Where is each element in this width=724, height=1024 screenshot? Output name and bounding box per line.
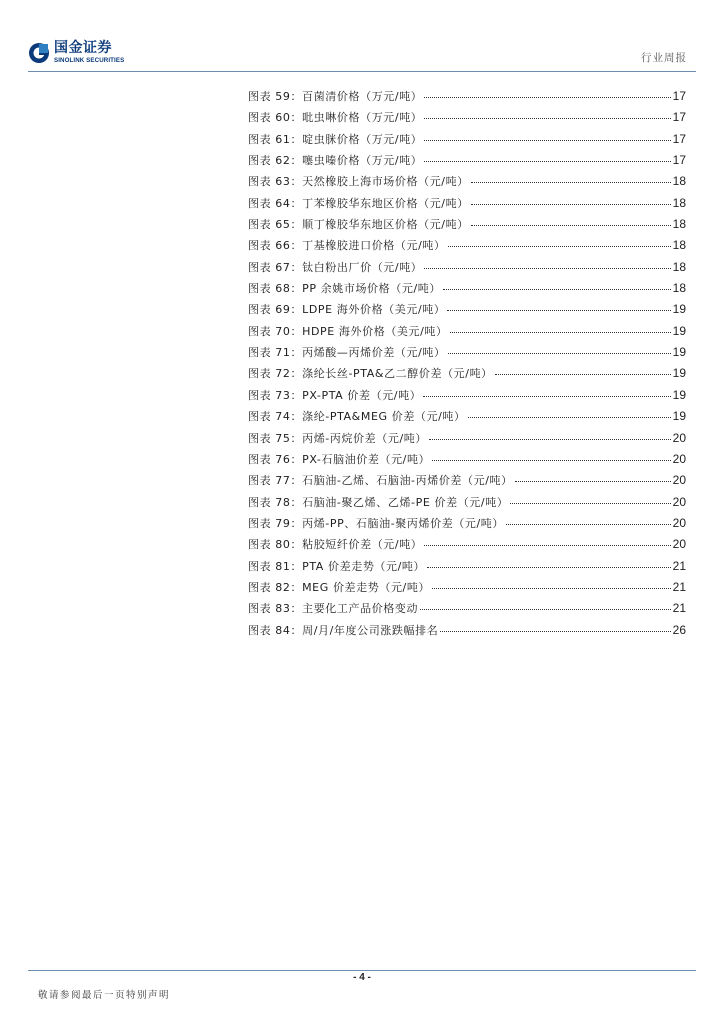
toc-dot-leader: [424, 268, 670, 269]
toc-dot-leader: [468, 417, 671, 418]
toc-dot-leader: [515, 481, 671, 482]
toc-entry-label: 图表 81：PTA 价差走势（元/吨）: [248, 559, 426, 573]
toc-entry-page: 18: [672, 259, 686, 274]
toc-entry-page: 17: [672, 89, 686, 103]
toc-entry-label: 图表 75：丙烯-丙烷价差（元/吨）: [248, 431, 427, 445]
page-number: - 4 -: [353, 972, 371, 983]
toc-dot-leader: [447, 310, 670, 311]
toc-dot-leader: [471, 182, 671, 183]
toc-entry[interactable]: [248, 344, 686, 365]
toc-entry-page: 20: [672, 515, 686, 530]
toc-entry-page: 19: [672, 323, 686, 338]
toc-entry-label: 图表 70：HDPE 海外价格（美元/吨）: [248, 324, 448, 338]
toc-dot-leader: [443, 289, 671, 290]
toc-entry-page: 19: [672, 302, 686, 317]
toc-entry-label: 图表 67：钛白粉出厂价（元/吨）: [248, 260, 423, 274]
footer-divider: [28, 970, 696, 971]
toc-entry-label: 图表 78：石脑油-聚乙烯、乙烯-PE 价差（元/吨）: [248, 495, 509, 509]
toc-entry-page: 20: [672, 537, 686, 552]
toc-entry[interactable]: [248, 579, 686, 600]
toc-entry[interactable]: [248, 365, 686, 386]
toc-entry-label: 图表 77：石脑油-乙烯、石脑油-丙烯价差（元/吨）: [248, 474, 513, 488]
toc-entry-label: 图表 64：丁苯橡胶华东地区价格（元/吨）: [248, 196, 469, 210]
toc-entry-label: 图表 76：PX-石脑油价差（元/吨）: [248, 452, 431, 466]
toc-entry-label: 图表 80：粘胶短纤价差（元/吨）: [248, 538, 423, 552]
toc-entry-page: 19: [672, 409, 686, 424]
toc-entry[interactable]: [248, 173, 686, 194]
toc-entry-label: 图表 66：丁基橡胶进口价格（元/吨）: [248, 239, 446, 253]
toc-entry[interactable]: [248, 131, 686, 152]
toc-entry-label: 图表 61：啶虫脒价格（万元/吨）: [248, 132, 423, 146]
toc-entry[interactable]: [248, 408, 686, 429]
toc-dot-leader: [471, 204, 671, 205]
toc-entry[interactable]: [248, 280, 686, 301]
toc-entry-page: 18: [672, 217, 686, 232]
disclaimer-note: 敬请参阅最后一页特别声明: [38, 990, 171, 1001]
toc-dot-leader: [429, 439, 671, 440]
toc-dot-leader: [424, 118, 670, 119]
logo-english-name: SINOLINK SECURITIES: [54, 57, 125, 65]
toc-entry-label: 图表 63：天然橡胶上海市场价格（元/吨）: [248, 175, 469, 189]
toc-entry-page: 18: [672, 281, 686, 296]
toc-entry-page: 18: [672, 238, 686, 253]
toc-entry-label: 图表 65：顺丁橡胶华东地区价格（元/吨）: [248, 218, 469, 232]
toc-entry-label: 图表 72：涤纶长丝-PTA&乙二醇价差（元/吨）: [248, 367, 493, 381]
toc-entry-page: 17: [672, 153, 686, 168]
toc-entry-page: 21: [672, 579, 686, 594]
toc-entry[interactable]: [248, 195, 686, 216]
toc-dot-leader: [424, 161, 670, 162]
report-category: 行业周报: [641, 52, 687, 64]
toc-entry-label: 图表 69：LDPE 海外价格（美元/吨）: [248, 303, 446, 317]
toc-entry-page: 20: [672, 494, 686, 509]
toc-entry[interactable]: [248, 515, 686, 536]
toc-entry-page: 19: [672, 387, 686, 402]
toc-entry-label: 图表 84：周/月/年度公司涨跌幅排名: [248, 623, 439, 637]
toc-dot-leader: [424, 97, 670, 98]
toc-entry[interactable]: [248, 237, 686, 258]
toc-entry[interactable]: [248, 622, 686, 643]
header-divider: [28, 71, 696, 72]
toc-dot-leader: [495, 374, 671, 375]
toc-entry[interactable]: [248, 216, 686, 237]
toc-dot-leader: [510, 503, 670, 504]
toc-entry-label: 图表 60：吡虫啉价格（万元/吨）: [248, 111, 423, 125]
toc-entry-label: 图表 71：丙烯酸—丙烯价差（元/吨）: [248, 346, 446, 360]
toc-dot-leader: [424, 545, 670, 546]
toc-dot-leader: [440, 631, 670, 632]
toc-entry[interactable]: [248, 600, 686, 621]
toc-entry-label: 图表 82：MEG 价差走势（元/吨）: [248, 580, 431, 594]
toc-entry-page: 21: [672, 601, 686, 616]
logo-chinese-name: 国金证券: [54, 40, 112, 57]
toc-entry-page: 26: [672, 622, 686, 637]
toc-dot-leader: [448, 353, 671, 354]
table-of-contents: [248, 88, 686, 643]
toc-entry-page: 18: [672, 195, 686, 210]
toc-entry[interactable]: [248, 88, 686, 109]
toc-entry[interactable]: [248, 536, 686, 557]
toc-entry[interactable]: [248, 387, 686, 408]
toc-entry[interactable]: [248, 451, 686, 472]
toc-entry[interactable]: [248, 323, 686, 344]
toc-entry-page: 20: [672, 451, 686, 466]
toc-entry[interactable]: [248, 259, 686, 280]
toc-entry-label: 图表 74：涤纶-PTA&MEG 价差（元/吨）: [248, 410, 466, 424]
toc-entry[interactable]: [248, 558, 686, 579]
toc-dot-leader: [423, 396, 670, 397]
logo-icon: [28, 42, 50, 64]
toc-entry[interactable]: [248, 152, 686, 173]
toc-dot-leader: [432, 460, 670, 461]
toc-entry-page: 20: [672, 473, 686, 488]
toc-entry-page: 20: [672, 430, 686, 445]
toc-entry-page: 21: [672, 558, 686, 573]
toc-entry-page: 19: [672, 345, 686, 360]
toc-dot-leader: [506, 524, 671, 525]
toc-entry-page: 17: [672, 110, 686, 125]
toc-entry-page: 17: [672, 131, 686, 146]
toc-dot-leader: [424, 140, 670, 141]
toc-dot-leader: [471, 225, 671, 226]
toc-dot-leader: [450, 332, 671, 333]
brand-logo: [28, 38, 138, 68]
toc-entry[interactable]: [248, 494, 686, 515]
toc-entry[interactable]: [248, 472, 686, 493]
toc-entry[interactable]: [248, 109, 686, 130]
toc-entry[interactable]: [248, 301, 686, 322]
toc-entry-label: 图表 59：百菌清价格（万元/吨）: [248, 90, 423, 103]
toc-dot-leader: [432, 588, 671, 589]
toc-entry-page: 18: [672, 174, 686, 189]
toc-entry[interactable]: [248, 430, 686, 451]
toc-entry-label: 图表 68：PP 余姚市场价格（元/吨）: [248, 282, 441, 296]
toc-entry-label: 图表 83：主要化工产品价格变动: [248, 602, 419, 616]
toc-dot-leader: [448, 246, 671, 247]
toc-entry-label: 图表 62：噻虫嗪价格（万元/吨）: [248, 154, 423, 168]
toc-dot-leader: [420, 609, 671, 610]
toc-entry-label: 图表 73：PX-PTA 价差（元/吨）: [248, 388, 422, 402]
toc-dot-leader: [427, 567, 671, 568]
toc-entry-label: 图表 79：丙烯-PP、石脑油-聚丙烯价差（元/吨）: [248, 516, 505, 530]
toc-entry-page: 19: [672, 366, 686, 381]
